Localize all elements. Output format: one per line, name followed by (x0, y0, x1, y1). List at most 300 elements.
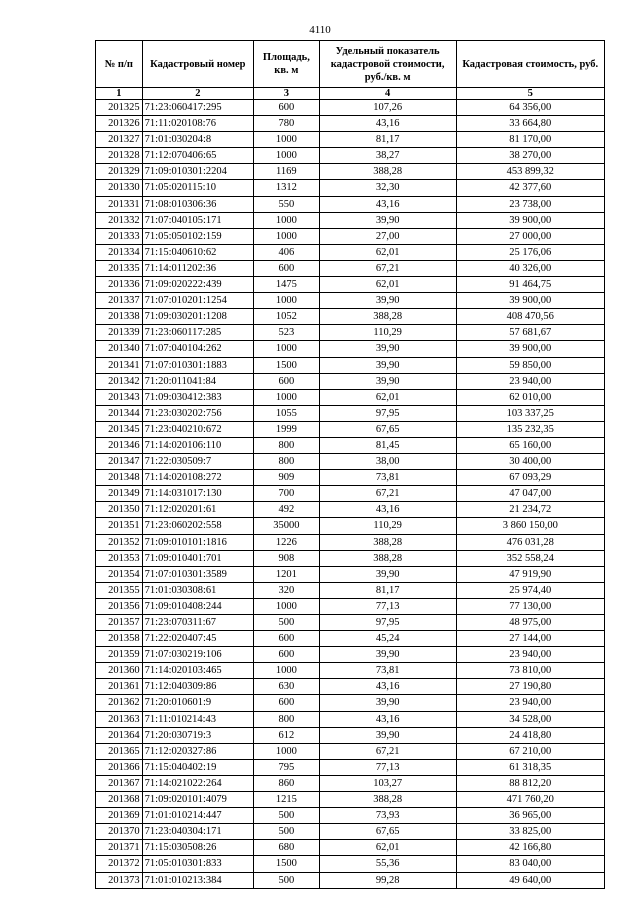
cadastral-number-cell: 71:05:010301:833 (142, 856, 253, 872)
cadastral-number-cell: 71:14:020103:465 (142, 663, 253, 679)
cadastral-value-cell: 62 010,00 (456, 389, 604, 405)
unit-value-cell: 388,28 (319, 550, 456, 566)
cadastral-number-cell: 71:15:030508:26 (142, 840, 253, 856)
cadastral-number-cell: 71:01:030204:8 (142, 132, 253, 148)
cadastral-value-cell: 48 975,00 (456, 615, 604, 631)
cadastral-value-cell: 57 681,67 (456, 325, 604, 341)
table-row (96, 277, 605, 293)
unit-value-cell: 107,26 (319, 100, 456, 116)
row-number-cell: 201352 (96, 534, 143, 550)
cadastral-number-cell: 71:15:040402:19 (142, 759, 253, 775)
row-number-cell: 201338 (96, 309, 143, 325)
table-row (96, 502, 605, 518)
cadastral-value-cell: 23 940,00 (456, 695, 604, 711)
row-number-cell: 201362 (96, 695, 143, 711)
area-cell: 1000 (254, 389, 320, 405)
row-number-cell: 201360 (96, 663, 143, 679)
cadastral-value-cell: 21 234,72 (456, 502, 604, 518)
cadastral-number-cell: 71:07:010301:1883 (142, 357, 253, 373)
area-cell: 780 (254, 116, 320, 132)
cadastral-number-cell: 71:07:040104:262 (142, 341, 253, 357)
cadastral-value-cell: 30 400,00 (456, 454, 604, 470)
area-cell: 1055 (254, 405, 320, 421)
table-row (96, 663, 605, 679)
column-number: 1 (96, 88, 143, 100)
row-number-cell: 201373 (96, 872, 143, 888)
table-row (96, 727, 605, 743)
area-cell: 1312 (254, 180, 320, 196)
unit-value-cell: 97,95 (319, 405, 456, 421)
table-row (96, 470, 605, 486)
area-cell: 1475 (254, 277, 320, 293)
table-row (96, 148, 605, 164)
cadastral-number-cell: 71:09:020101:4079 (142, 792, 253, 808)
table-row (96, 180, 605, 196)
cadastral-value-cell: 103 337,25 (456, 405, 604, 421)
unit-value-cell: 39,90 (319, 647, 456, 663)
cadastral-value-cell: 25 974,40 (456, 582, 604, 598)
area-cell: 500 (254, 808, 320, 824)
cadastral-number-cell: 71:23:040210:672 (142, 421, 253, 437)
row-number-cell: 201339 (96, 325, 143, 341)
unit-value-cell: 39,90 (319, 695, 456, 711)
row-number-cell: 201366 (96, 759, 143, 775)
cadastral-value-cell: 42 166,80 (456, 840, 604, 856)
unit-value-cell: 62,01 (319, 277, 456, 293)
unit-value-cell: 43,16 (319, 711, 456, 727)
area-cell: 600 (254, 100, 320, 116)
area-cell: 1000 (254, 293, 320, 309)
row-number-cell: 201368 (96, 792, 143, 808)
unit-value-cell: 43,16 (319, 116, 456, 132)
area-cell: 1000 (254, 598, 320, 614)
table-row (96, 550, 605, 566)
cadastral-value-cell: 64 356,00 (456, 100, 604, 116)
row-number-cell: 201345 (96, 421, 143, 437)
cadastral-value-cell: 352 558,24 (456, 550, 604, 566)
table-row (96, 711, 605, 727)
column-number: 5 (456, 88, 604, 100)
page-number: 4110 (309, 24, 331, 36)
area-cell: 406 (254, 244, 320, 260)
cadastral-value-cell: 39 900,00 (456, 341, 604, 357)
cadastral-number-cell: 71:01:010213:384 (142, 872, 253, 888)
unit-value-cell: 62,01 (319, 389, 456, 405)
area-cell: 700 (254, 486, 320, 502)
table-row (96, 743, 605, 759)
row-number-cell: 201364 (96, 727, 143, 743)
area-cell: 1500 (254, 856, 320, 872)
table-row (96, 325, 605, 341)
row-number-cell: 201353 (96, 550, 143, 566)
cadastral-value-cell: 39 900,00 (456, 293, 604, 309)
area-cell: 1000 (254, 148, 320, 164)
area-cell: 320 (254, 582, 320, 598)
cadastral-value-table (95, 40, 605, 889)
cadastral-number-cell: 71:07:030219:106 (142, 647, 253, 663)
cadastral-number-cell: 71:23:060117:285 (142, 325, 253, 341)
unit-value-cell: 39,90 (319, 373, 456, 389)
area-cell: 1999 (254, 421, 320, 437)
cadastral-value-cell: 61 318,35 (456, 759, 604, 775)
cadastral-value-cell: 81 170,00 (456, 132, 604, 148)
cadastral-number-cell: 71:15:040610:62 (142, 244, 253, 260)
table-row (96, 872, 605, 888)
area-cell: 600 (254, 631, 320, 647)
row-number-cell: 201355 (96, 582, 143, 598)
row-number-cell: 201361 (96, 679, 143, 695)
unit-value-cell: 388,28 (319, 309, 456, 325)
cadastral-number-cell: 71:09:010408:244 (142, 598, 253, 614)
table-row (96, 856, 605, 872)
unit-value-cell: 81,45 (319, 437, 456, 453)
cadastral-number-cell: 71:12:070406:65 (142, 148, 253, 164)
cadastral-number-cell: 71:09:010101:1816 (142, 534, 253, 550)
table-row (96, 840, 605, 856)
row-number-cell: 201359 (96, 647, 143, 663)
cadastral-value-cell: 33 825,00 (456, 824, 604, 840)
unit-value-cell: 73,81 (319, 663, 456, 679)
unit-value-cell: 77,13 (319, 759, 456, 775)
area-cell: 500 (254, 872, 320, 888)
table-row (96, 534, 605, 550)
table-row (96, 373, 605, 389)
cadastral-value-cell: 91 464,75 (456, 277, 604, 293)
cadastral-number-cell: 71:01:030308:61 (142, 582, 253, 598)
cadastral-number-cell: 71:07:010301:3589 (142, 566, 253, 582)
area-cell: 800 (254, 711, 320, 727)
cadastral-number-cell: 71:20:011041:84 (142, 373, 253, 389)
unit-value-cell: 45,24 (319, 631, 456, 647)
unit-value-cell: 43,16 (319, 679, 456, 695)
unit-value-cell: 81,17 (319, 132, 456, 148)
unit-value-cell: 55,36 (319, 856, 456, 872)
cadastral-number-cell: 71:05:050102:159 (142, 228, 253, 244)
cadastral-value-cell: 67 210,00 (456, 743, 604, 759)
unit-value-cell: 388,28 (319, 164, 456, 180)
cadastral-number-cell: 71:07:010201:1254 (142, 293, 253, 309)
cadastral-number-cell: 71:09:030412:383 (142, 389, 253, 405)
area-cell: 1201 (254, 566, 320, 582)
table-row (96, 116, 605, 132)
row-number-cell: 201348 (96, 470, 143, 486)
unit-value-cell: 67,65 (319, 824, 456, 840)
unit-value-cell: 388,28 (319, 792, 456, 808)
area-cell: 1226 (254, 534, 320, 550)
row-number-cell: 201365 (96, 743, 143, 759)
table-row (96, 631, 605, 647)
cadastral-value-cell: 33 664,80 (456, 116, 604, 132)
row-number-cell: 201342 (96, 373, 143, 389)
cadastral-number-cell: 71:09:010301:2204 (142, 164, 253, 180)
row-number-cell: 201370 (96, 824, 143, 840)
area-cell: 795 (254, 759, 320, 775)
unit-value-cell: 39,90 (319, 566, 456, 582)
area-cell: 680 (254, 840, 320, 856)
row-number-cell: 201337 (96, 293, 143, 309)
cadastral-value-cell: 135 232,35 (456, 421, 604, 437)
row-number-cell: 201327 (96, 132, 143, 148)
cadastral-value-cell: 453 899,32 (456, 164, 604, 180)
unit-value-cell: 32,30 (319, 180, 456, 196)
table-row (96, 695, 605, 711)
cadastral-value-cell: 73 810,00 (456, 663, 604, 679)
table-row (96, 100, 605, 116)
unit-value-cell: 73,93 (319, 808, 456, 824)
row-number-cell: 201367 (96, 775, 143, 791)
area-cell: 500 (254, 824, 320, 840)
cadastral-value-cell: 39 900,00 (456, 212, 604, 228)
cadastral-value-cell: 47 919,90 (456, 566, 604, 582)
table-row (96, 566, 605, 582)
column-number: 2 (142, 88, 253, 100)
table-row (96, 679, 605, 695)
unit-value-cell: 67,21 (319, 486, 456, 502)
table-header-row (96, 41, 605, 88)
row-number-cell: 201326 (96, 116, 143, 132)
cadastral-number-cell: 71:11:020108:76 (142, 116, 253, 132)
cadastral-number-cell: 71:09:010401:701 (142, 550, 253, 566)
area-cell: 860 (254, 775, 320, 791)
unit-value-cell: 81,17 (319, 582, 456, 598)
table-row (96, 421, 605, 437)
row-number-cell: 201369 (96, 808, 143, 824)
unit-value-cell: 97,95 (319, 615, 456, 631)
table-row (96, 582, 605, 598)
area-cell: 1000 (254, 743, 320, 759)
row-number-cell: 201350 (96, 502, 143, 518)
row-number-cell: 201358 (96, 631, 143, 647)
cadastral-number-cell: 71:22:020407:45 (142, 631, 253, 647)
table-row (96, 775, 605, 791)
cadastral-value-cell: 3 860 150,00 (456, 518, 604, 534)
unit-value-cell: 39,90 (319, 293, 456, 309)
table-body (96, 100, 605, 889)
row-number-cell: 201343 (96, 389, 143, 405)
cadastral-number-cell: 71:22:030509:7 (142, 454, 253, 470)
cadastral-number-cell: 71:08:010306:36 (142, 196, 253, 212)
unit-value-cell: 39,90 (319, 212, 456, 228)
row-number-cell: 201346 (96, 437, 143, 453)
area-cell: 35000 (254, 518, 320, 534)
area-cell: 908 (254, 550, 320, 566)
table-row (96, 808, 605, 824)
row-number-cell: 201371 (96, 840, 143, 856)
cadastral-value-cell: 27 190,80 (456, 679, 604, 695)
table-row (96, 212, 605, 228)
cadastral-value-cell: 34 528,00 (456, 711, 604, 727)
table-row (96, 132, 605, 148)
row-number-cell: 201329 (96, 164, 143, 180)
unit-value-cell: 39,90 (319, 727, 456, 743)
cadastral-number-cell: 71:20:010601:9 (142, 695, 253, 711)
cadastral-value-cell: 59 850,00 (456, 357, 604, 373)
header-cadastral-value: Кадастровая стоимость, руб. (456, 41, 604, 88)
unit-value-cell: 110,29 (319, 325, 456, 341)
row-number-cell: 201356 (96, 598, 143, 614)
row-number-cell: 201349 (96, 486, 143, 502)
unit-value-cell: 38,00 (319, 454, 456, 470)
column-number: 3 (254, 88, 320, 100)
cadastral-value-cell: 42 377,60 (456, 180, 604, 196)
table-row (96, 357, 605, 373)
table-row (96, 164, 605, 180)
table-row (96, 824, 605, 840)
table-row (96, 759, 605, 775)
cadastral-value-cell: 88 812,20 (456, 775, 604, 791)
row-number-cell: 201363 (96, 711, 143, 727)
cadastral-number-cell: 71:23:030202:756 (142, 405, 253, 421)
unit-value-cell: 62,01 (319, 840, 456, 856)
area-cell: 1000 (254, 132, 320, 148)
area-cell: 630 (254, 679, 320, 695)
table-row (96, 309, 605, 325)
cadastral-value-cell: 23 738,00 (456, 196, 604, 212)
unit-value-cell: 39,90 (319, 357, 456, 373)
area-cell: 600 (254, 695, 320, 711)
area-cell: 600 (254, 647, 320, 663)
cadastral-value-cell: 49 640,00 (456, 872, 604, 888)
column-number: 4 (319, 88, 456, 100)
table-row (96, 293, 605, 309)
area-cell: 500 (254, 615, 320, 631)
unit-value-cell: 43,16 (319, 196, 456, 212)
cadastral-number-cell: 71:12:020201:61 (142, 502, 253, 518)
row-number-cell: 201333 (96, 228, 143, 244)
area-cell: 612 (254, 727, 320, 743)
cadastral-value-cell: 27 000,00 (456, 228, 604, 244)
cadastral-value-cell: 24 418,80 (456, 727, 604, 743)
header-area: Площадь, кв. м (254, 41, 320, 88)
unit-value-cell: 77,13 (319, 598, 456, 614)
area-cell: 800 (254, 437, 320, 453)
row-number-cell: 201331 (96, 196, 143, 212)
cadastral-value-cell: 40 326,00 (456, 260, 604, 276)
cadastral-value-cell: 38 270,00 (456, 148, 604, 164)
cadastral-number-cell: 71:07:040105:171 (142, 212, 253, 228)
table-row (96, 518, 605, 534)
area-cell: 492 (254, 502, 320, 518)
unit-value-cell: 39,90 (319, 341, 456, 357)
table-row (96, 792, 605, 808)
cadastral-value-cell: 23 940,00 (456, 373, 604, 389)
area-cell: 550 (254, 196, 320, 212)
cadastral-number-cell: 71:20:030719:3 (142, 727, 253, 743)
area-cell: 1500 (254, 357, 320, 373)
unit-value-cell: 110,29 (319, 518, 456, 534)
row-number-cell: 201332 (96, 212, 143, 228)
table-row (96, 598, 605, 614)
cadastral-value-cell: 471 760,20 (456, 792, 604, 808)
cadastral-value-cell: 47 047,00 (456, 486, 604, 502)
unit-value-cell: 103,27 (319, 775, 456, 791)
row-number-cell: 201351 (96, 518, 143, 534)
table-row (96, 228, 605, 244)
header-cadastral-number: Кадастровый номер (142, 41, 253, 88)
row-number-cell: 201372 (96, 856, 143, 872)
cadastral-number-cell: 71:23:060417:295 (142, 100, 253, 116)
row-number-cell: 201328 (96, 148, 143, 164)
cadastral-number-cell: 71:14:011202:36 (142, 260, 253, 276)
table-row (96, 341, 605, 357)
area-cell: 1000 (254, 212, 320, 228)
cadastral-number-cell: 71:14:031017:130 (142, 486, 253, 502)
unit-value-cell: 99,28 (319, 872, 456, 888)
cadastral-value-cell: 476 031,28 (456, 534, 604, 550)
area-cell: 523 (254, 325, 320, 341)
area-cell: 909 (254, 470, 320, 486)
area-cell: 1215 (254, 792, 320, 808)
cadastral-value-cell: 67 093,29 (456, 470, 604, 486)
unit-value-cell: 67,21 (319, 743, 456, 759)
cadastral-number-cell: 71:09:030201:1208 (142, 309, 253, 325)
header-row-number: № п/п (96, 41, 143, 88)
cadastral-value-cell: 77 130,00 (456, 598, 604, 614)
row-number-cell: 201347 (96, 454, 143, 470)
row-number-cell: 201335 (96, 260, 143, 276)
area-cell: 600 (254, 260, 320, 276)
cadastral-number-cell: 71:23:060202:558 (142, 518, 253, 534)
unit-value-cell: 43,16 (319, 502, 456, 518)
cadastral-value-cell: 83 040,00 (456, 856, 604, 872)
cadastral-number-cell: 71:14:021022:264 (142, 775, 253, 791)
cadastral-number-cell: 71:14:020106:110 (142, 437, 253, 453)
table-row (96, 389, 605, 405)
table-row (96, 486, 605, 502)
area-cell: 1000 (254, 663, 320, 679)
row-number-cell: 201340 (96, 341, 143, 357)
header-unit-value: Удельный показатель кадастровой стоимости, руб./кв. м (319, 41, 456, 88)
cadastral-number-cell: 71:05:020115:10 (142, 180, 253, 196)
table-row (96, 196, 605, 212)
cadastral-number-cell: 71:23:070311:67 (142, 615, 253, 631)
table-row (96, 405, 605, 421)
unit-value-cell: 67,21 (319, 260, 456, 276)
area-cell: 1000 (254, 228, 320, 244)
area-cell: 600 (254, 373, 320, 389)
cadastral-value-cell: 25 176,06 (456, 244, 604, 260)
unit-value-cell: 27,00 (319, 228, 456, 244)
cadastral-value-cell: 408 470,56 (456, 309, 604, 325)
area-cell: 800 (254, 454, 320, 470)
area-cell: 1000 (254, 341, 320, 357)
unit-value-cell: 73,81 (319, 470, 456, 486)
cadastral-value-cell: 23 940,00 (456, 647, 604, 663)
column-number-row (96, 88, 605, 100)
table-row (96, 260, 605, 276)
cadastral-value-cell: 27 144,00 (456, 631, 604, 647)
row-number-cell: 201354 (96, 566, 143, 582)
row-number-cell: 201325 (96, 100, 143, 116)
unit-value-cell: 38,27 (319, 148, 456, 164)
cadastral-value-cell: 36 965,00 (456, 808, 604, 824)
cadastral-number-cell: 71:11:010214:43 (142, 711, 253, 727)
row-number-cell: 201357 (96, 615, 143, 631)
row-number-cell: 201344 (96, 405, 143, 421)
row-number-cell: 201330 (96, 180, 143, 196)
cadastral-number-cell: 71:23:040304:171 (142, 824, 253, 840)
area-cell: 1052 (254, 309, 320, 325)
unit-value-cell: 62,01 (319, 244, 456, 260)
area-cell: 1169 (254, 164, 320, 180)
cadastral-number-cell: 71:01:010214:447 (142, 808, 253, 824)
table-row (96, 615, 605, 631)
unit-value-cell: 388,28 (319, 534, 456, 550)
row-number-cell: 201336 (96, 277, 143, 293)
table-row (96, 647, 605, 663)
row-number-cell: 201341 (96, 357, 143, 373)
row-number-cell: 201334 (96, 244, 143, 260)
